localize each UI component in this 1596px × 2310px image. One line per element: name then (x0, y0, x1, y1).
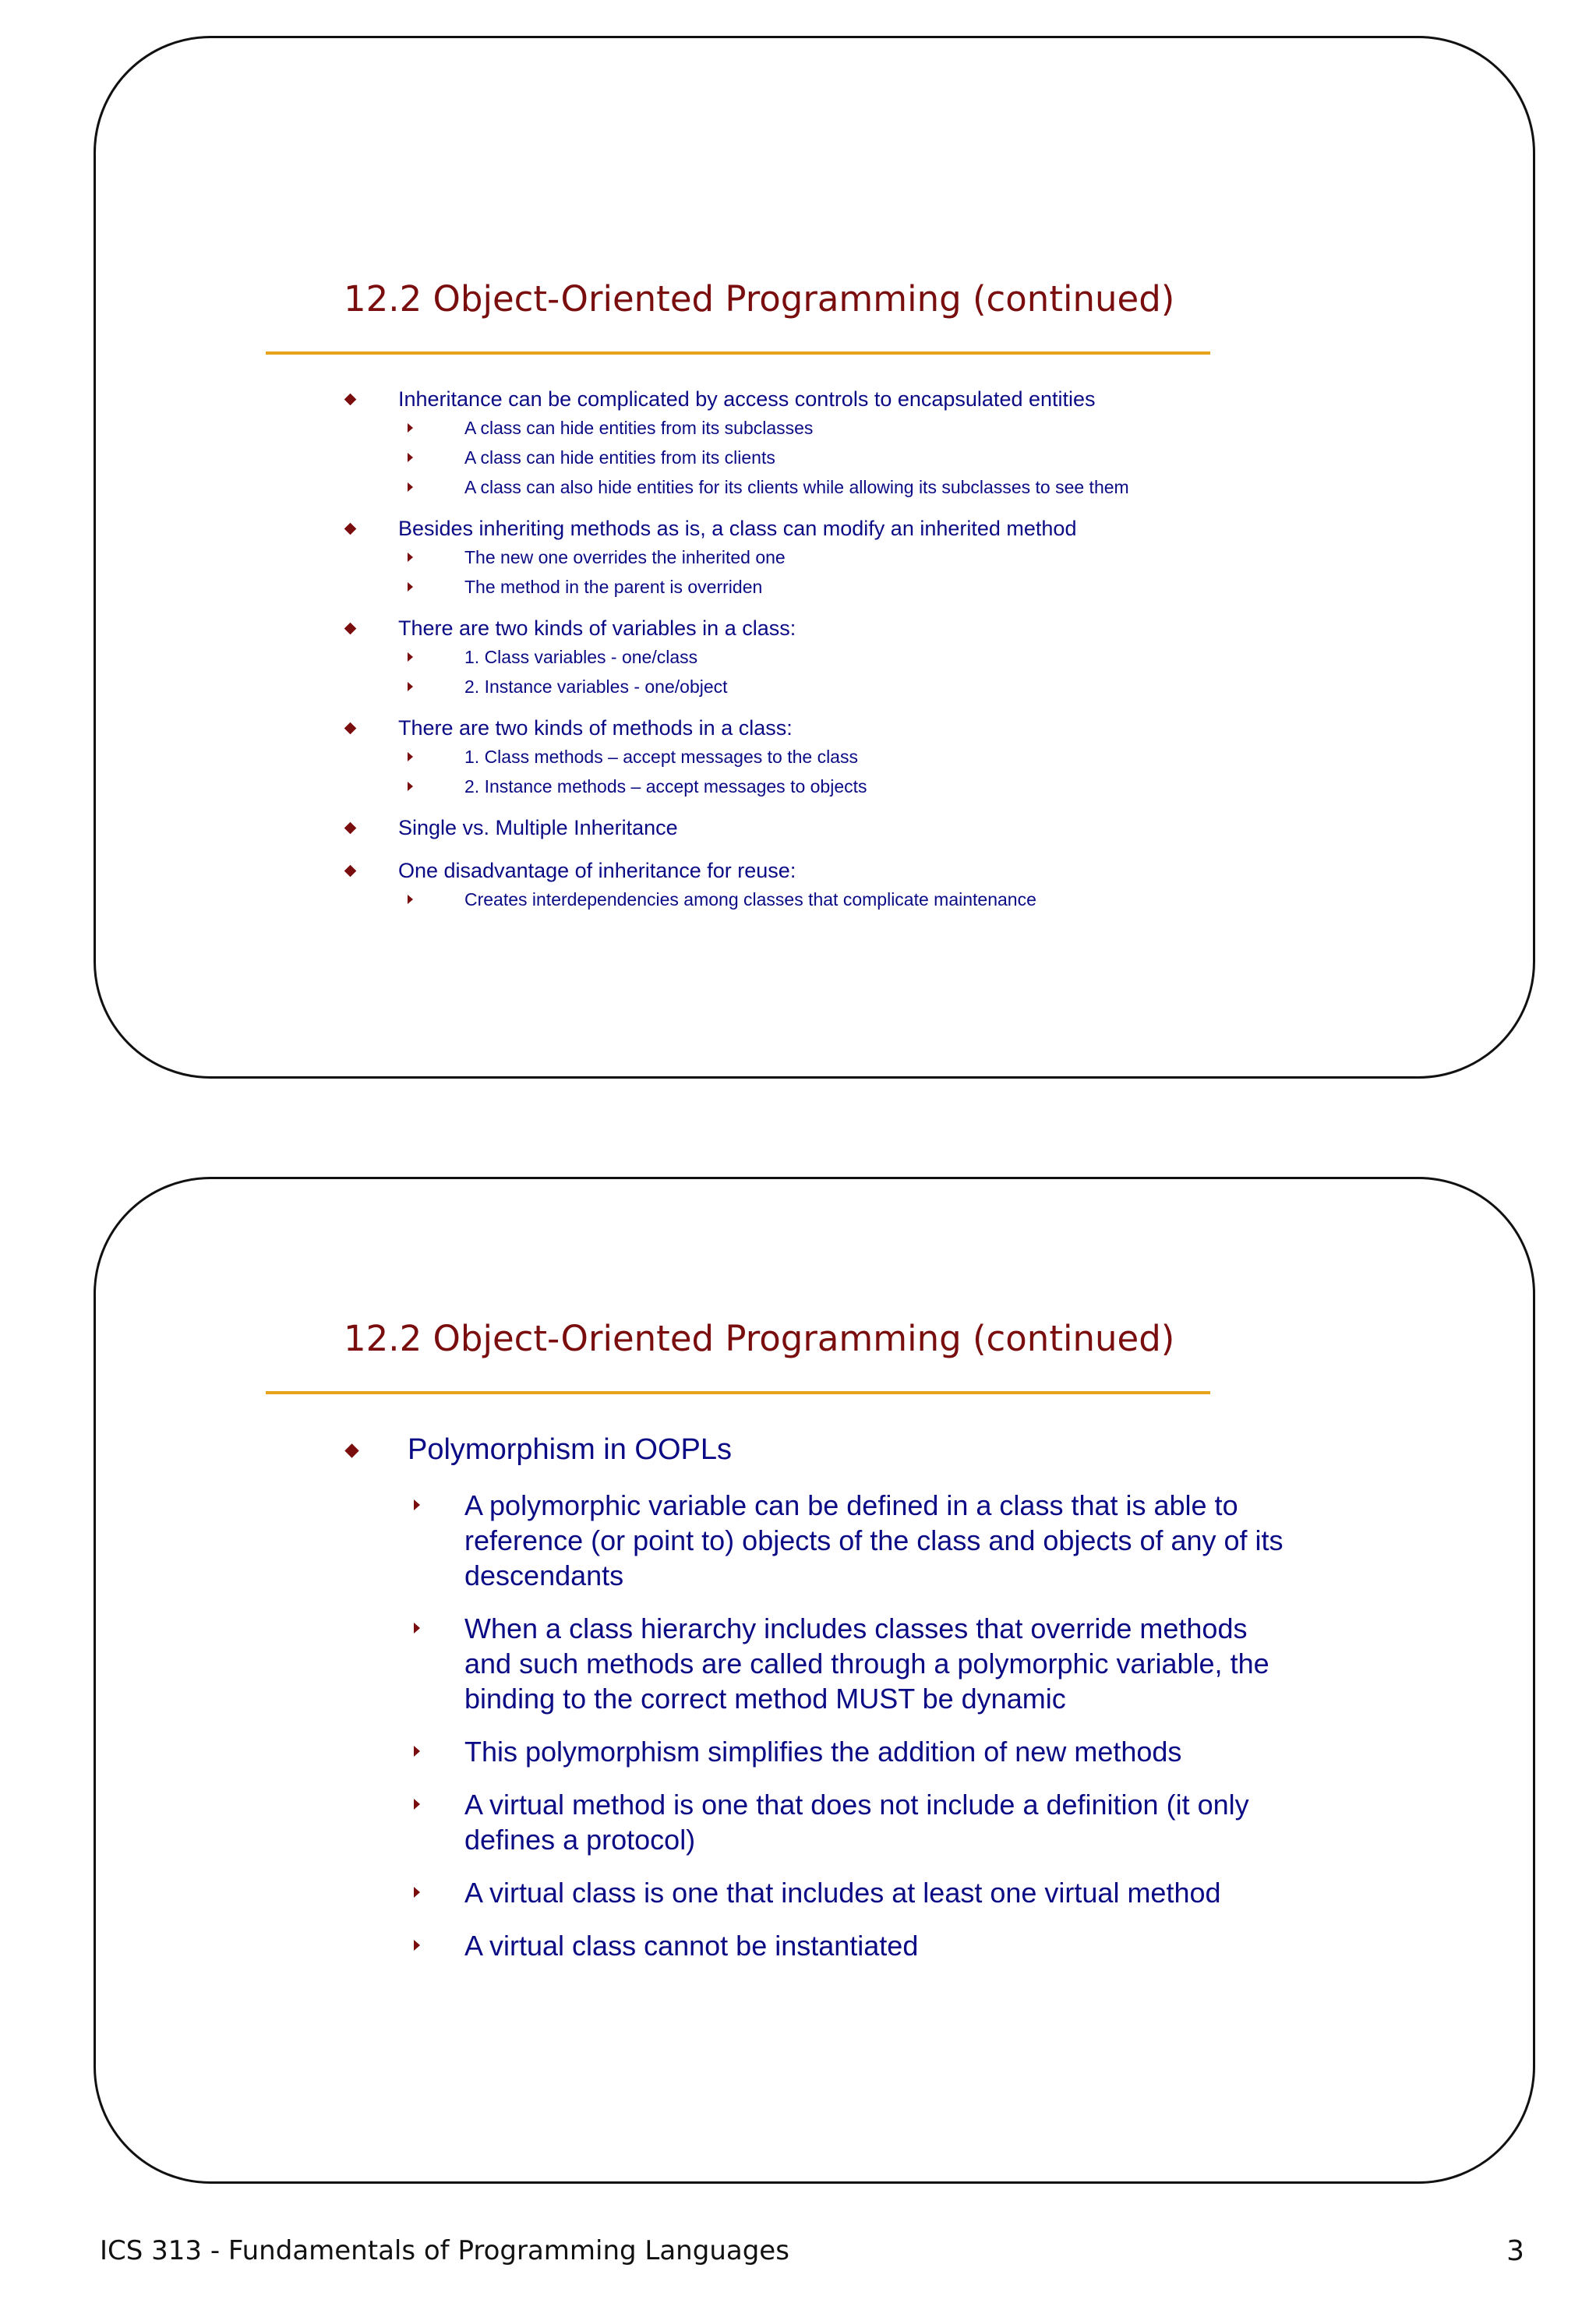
arrow-bullet-icon (408, 553, 413, 562)
sub-bullet-list (398, 745, 1357, 798)
sub-bullet-item (398, 416, 1357, 440)
sub-bullet-text: A class can hide entities from its subclasses (464, 418, 814, 438)
sub-bullet-text: When a class hierarchy includes classes that override methods and such methods are called through a polymorphic variable, the binding to the correct method MUST be dynamic (464, 1612, 1269, 1715)
arrow-bullet-icon (414, 1746, 420, 1757)
bullet-text: There are two kinds of methods in a class: (398, 716, 793, 740)
arrow-bullet-icon (408, 582, 413, 592)
arrow-bullet-icon (408, 782, 413, 791)
title-divider (266, 351, 1210, 355)
arrow-bullet-icon (414, 1887, 420, 1898)
arrow-bullet-icon (408, 453, 413, 462)
diamond-bullet-icon (344, 822, 357, 835)
sub-bullet-item (398, 888, 1357, 911)
sub-bullet-text: The new one overrides the inherited one (464, 547, 786, 567)
arrow-bullet-icon (408, 752, 413, 761)
arrow-bullet-icon (414, 1799, 420, 1810)
sub-bullet-text: A virtual method is one that does not include a definition (it only defines a protocol) (464, 1789, 1249, 1856)
bullet-text: There are two kinds of variables in a class: (398, 616, 796, 640)
sub-bullet-text: 2. Instance methods – accept messages to objects (464, 776, 867, 796)
arrow-bullet-icon (414, 1940, 420, 1951)
arrow-bullet-icon (408, 652, 413, 662)
sub-bullet-text: The method in the parent is overriden (464, 577, 763, 597)
sub-bullet-item (408, 1488, 1291, 1593)
bullet-list (344, 386, 1357, 927)
bullet-text: Besides inheriting methods as is, a class can modify an inherited method (398, 517, 1077, 540)
sub-bullet-list (398, 546, 1357, 599)
sub-bullet-item (408, 1611, 1291, 1716)
bullet-list (344, 1432, 1404, 1981)
sub-bullet-text: This polymorphism simplifies the addition of new methods (464, 1736, 1182, 1768)
sub-bullet-list (398, 416, 1357, 499)
sub-bullet-item (408, 1928, 1291, 1963)
sub-bullet-text: A virtual class cannot be instantiated (464, 1930, 919, 1962)
diamond-bullet-icon (344, 722, 357, 735)
sub-bullet-text: A class can also hide entities for its clients while allowing its subclasses to see them (464, 477, 1129, 497)
sub-bullet-text: 1. Class variables - one/class (464, 647, 698, 667)
footer-course-title: ICS 313 - Fundamentals of Programming Languages (100, 2235, 789, 2266)
bullet-text: Polymorphism in OOPLs (408, 1433, 733, 1466)
bullet-item (344, 857, 1357, 911)
sub-bullet-item (398, 546, 1357, 569)
page-number: 3 (1506, 2235, 1524, 2267)
diamond-bullet-icon (344, 623, 357, 635)
diamond-bullet-icon (344, 1443, 358, 1457)
slide-2 (94, 1177, 1535, 2184)
bullet-item (344, 715, 1357, 798)
sub-bullet-item (398, 446, 1357, 469)
sub-bullet-list (408, 1488, 1404, 1963)
arrow-bullet-icon (408, 482, 413, 492)
bullet-item (344, 615, 1357, 698)
arrow-bullet-icon (414, 1623, 420, 1634)
diamond-bullet-icon (344, 865, 357, 878)
bullet-text: Inheritance can be complicated by access controls to encapsulated entities (398, 387, 1096, 411)
slide-1 (94, 36, 1535, 1079)
diamond-bullet-icon (344, 394, 357, 406)
arrow-bullet-icon (408, 895, 413, 904)
sub-bullet-text: A virtual class is one that includes at least one virtual method (464, 1877, 1221, 1909)
sub-bullet-text: A class can hide entities from its clients (464, 447, 775, 468)
arrow-bullet-icon (408, 682, 413, 691)
diamond-bullet-icon (344, 523, 357, 535)
sub-bullet-item (408, 1787, 1291, 1857)
sub-bullet-item (408, 1734, 1291, 1769)
arrow-bullet-icon (414, 1499, 420, 1510)
sub-bullet-text: 1. Class methods – accept messages to the class (464, 747, 858, 767)
sub-bullet-list (398, 645, 1357, 698)
bullet-item (344, 1432, 1404, 1963)
bullet-text: One disadvantage of inheritance for reuse: (398, 859, 796, 882)
slide-title: 12.2 Object-Oriented Programming (continued) (344, 1318, 1175, 1359)
bullet-item (344, 814, 1357, 841)
sub-bullet-item (398, 645, 1357, 669)
slide-title: 12.2 Object-Oriented Programming (continued) (344, 278, 1175, 320)
sub-bullet-item (398, 575, 1357, 599)
bullet-item (344, 386, 1357, 499)
sub-bullet-item (398, 675, 1357, 698)
sub-bullet-text: Creates interdependencies among classes that complicate maintenance (464, 889, 1036, 910)
title-divider (266, 1391, 1210, 1394)
sub-bullet-item (408, 1875, 1291, 1910)
arrow-bullet-icon (408, 423, 413, 433)
sub-bullet-item (398, 745, 1357, 768)
sub-bullet-item (398, 475, 1357, 499)
sub-bullet-text: 2. Instance variables - one/object (464, 676, 728, 697)
sub-bullet-text: A polymorphic variable can be defined in a class that is able to reference (or point to) objects of the class and objects of any of its descendants (464, 1489, 1284, 1591)
bullet-item (344, 515, 1357, 599)
sub-bullet-item (398, 775, 1357, 798)
sub-bullet-list (398, 888, 1357, 911)
bullet-text: Single vs. Multiple Inheritance (398, 816, 678, 839)
